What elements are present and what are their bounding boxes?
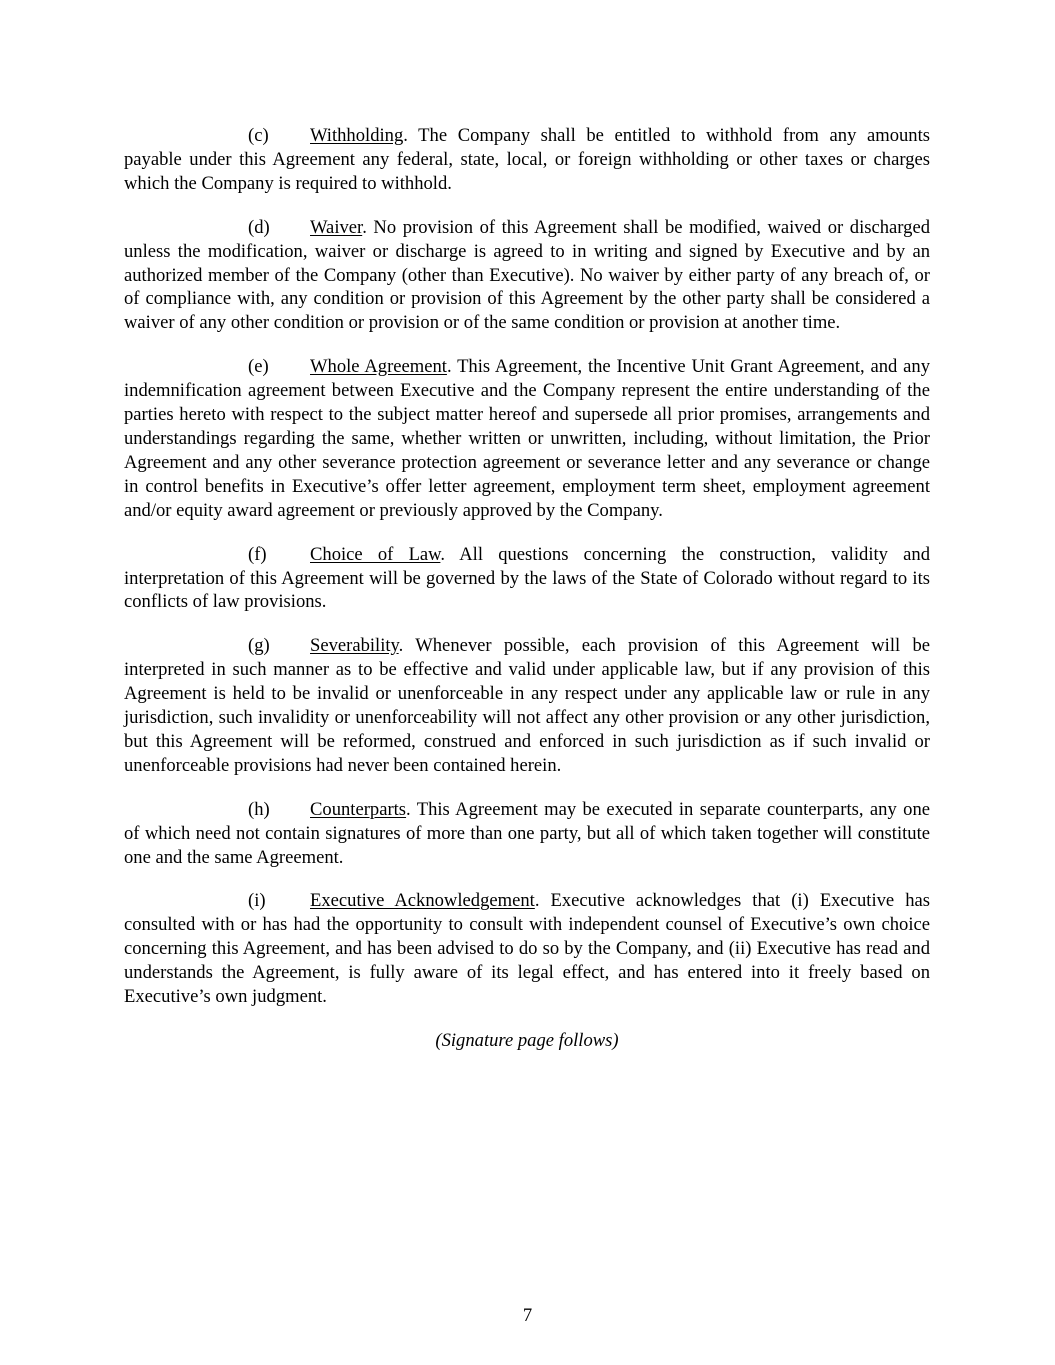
section-heading: Whole Agreement bbox=[310, 356, 447, 378]
signature-note: (Signature page follows) bbox=[435, 1030, 619, 1051]
section-number: (f) bbox=[248, 543, 267, 565]
page-number: 7 bbox=[522, 1305, 533, 1326]
section-text: . The Company shall be entitled to withhold from any amounts payable under this Agreement any federal, state, local, or foreign withholding or other taxes or charges which the Company is required to withhold. bbox=[124, 125, 930, 194]
section-number: (e) bbox=[248, 356, 269, 378]
section-number: (g) bbox=[248, 635, 270, 657]
section-number: (c) bbox=[248, 125, 269, 146]
section-g bbox=[124, 634, 930, 777]
section-number: (i) bbox=[248, 890, 266, 912]
section-number: (d) bbox=[248, 216, 270, 238]
section-heading: Withholding bbox=[310, 125, 404, 146]
section-d bbox=[124, 216, 930, 336]
section-text: . This Agreement, the Incentive Unit Grant Agreement, and any indemnification agreement between Executive and the Company represent the entire understanding of the parties hereto with respect to the subject matter hereof and supersede all prior promises, arrangements and understandings regarding the same, whether written or unwritten, including, without limitation, the Prior Agreement and any other severance protection agreement or severance letter and any severance or change in control benefits in Executive’s offer letter agreement, employment term sheet, employment agreement and/or equity award agreement or previously approved by the Company. bbox=[124, 356, 930, 521]
section-text: . Whenever possible, each provision of this Agreement will be interpreted in such manner as to be effective and valid under applicable law, but if any provision of this Agreement is held to be invalid or unenforceable in any respect under any applicable law or rule in any jurisdiction, such invalidity or unenforceability will not affect any other provision or any other jurisdiction, but this Agreement will be reformed, construed and enforced in such jurisdiction as if such invalid or unenforceable provisions had never been contained herein. bbox=[124, 635, 930, 776]
section-heading: Executive Acknowledgement bbox=[310, 890, 535, 912]
section-h bbox=[124, 798, 930, 870]
section-heading: Choice of Law bbox=[310, 543, 441, 565]
section-i bbox=[124, 889, 930, 1009]
section-e bbox=[124, 355, 930, 522]
section-text: . This Agreement may be executed in separate counterparts, any one of which need not contain signatures of more than one party, but all of which taken together will constitute one and the same Agreement. bbox=[124, 798, 930, 868]
section-text: . Executive acknowledges that (i) Executive has consulted with or has had the opportunity to consult with independent counsel of Executive’s own choice concerning this Agreement, and has been advised to do so by the Company, and (ii) Executive has read and understands the Agreement, is fully aware of its legal effect, and has entered into it freely based on Executive’s own judgment. bbox=[124, 890, 930, 1008]
section-f bbox=[124, 543, 930, 615]
section-text: . No provision of this Agreement shall be modified, waived or discharged unless the modification, waiver or discharge is agreed to in writing and signed by Executive and by an authorized member of the Company (other than Executive). No waiver by either party of any breach of, or of compliance with, any condition or provision of this Agreement by the other party shall be considered a waiver of any other condition or provision or of the same condition or provision at another time. bbox=[124, 216, 930, 334]
section-heading: Severability bbox=[310, 635, 399, 657]
section-c bbox=[124, 124, 930, 196]
document-body bbox=[124, 124, 930, 1053]
section-number: (h) bbox=[248, 798, 270, 820]
section-heading: Waiver bbox=[310, 216, 363, 238]
section-heading: Counterparts bbox=[310, 798, 407, 820]
section-text: . All questions concerning the construction, validity and interpretation of this Agreement will be governed by the laws of the State of Colorado without regard to its conflicts of law provisions. bbox=[124, 543, 930, 613]
